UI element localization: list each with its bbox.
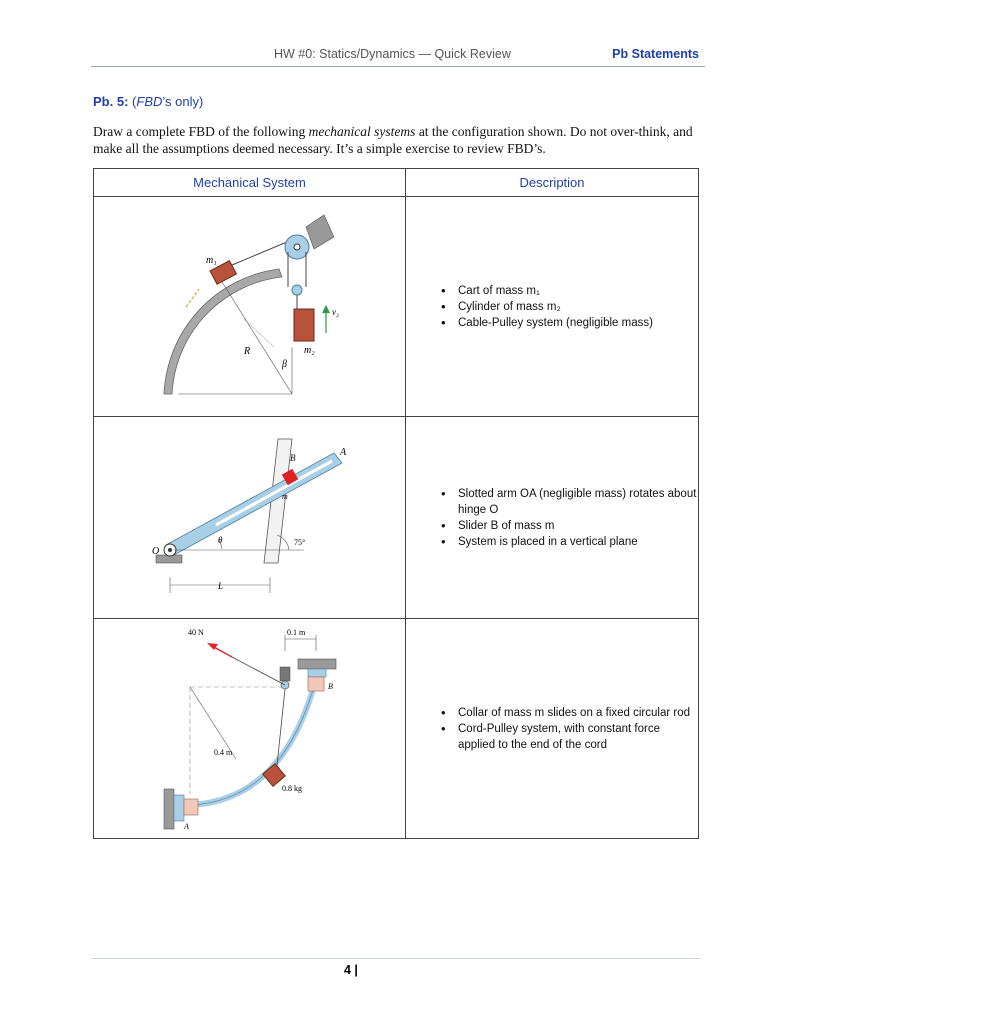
hinge-pin (168, 548, 172, 552)
list-item: • Slider B of mass m (458, 518, 698, 534)
problem-subtitle-prefix: ( (132, 94, 137, 109)
list-item: • Cord-Pulley system, with constant force applied to the end of the cord (458, 721, 698, 753)
label-beta: β (282, 359, 287, 370)
label-0.1m: 0.1 m (287, 628, 306, 637)
problem-number: Pb. 5: (93, 94, 129, 109)
list-item: • Collar of mass m slides on a fixed circular rod (458, 705, 698, 721)
description-cell-1 (406, 197, 699, 417)
cord-upper (232, 657, 285, 685)
pulley-support (306, 215, 334, 249)
label-L: L (218, 581, 224, 591)
intro-text-italic: mechanical systems (308, 124, 416, 139)
cable-upper (232, 239, 294, 265)
label-A: A (184, 822, 189, 831)
mount-A (174, 795, 184, 821)
list-item: • Cylinder of mass m₂ (458, 299, 698, 315)
figure-cell-2 (94, 417, 406, 619)
description-cell-2 (406, 417, 699, 619)
v2-arrow-head (322, 305, 330, 313)
list-item: • Cart of mass m₁ (458, 283, 698, 299)
table-header-row (94, 169, 699, 197)
label-m: m (282, 492, 288, 501)
label-R: R (244, 346, 251, 357)
wall-A (164, 789, 174, 829)
circular-track (164, 269, 282, 394)
page-header (91, 44, 705, 67)
label-m1: m₁ (206, 255, 217, 266)
block-B (308, 677, 324, 691)
table-row (94, 417, 699, 619)
header-section: Pb Statements (612, 47, 699, 61)
pulley-hub (294, 244, 300, 250)
figure-cell-1 (94, 197, 406, 417)
collar-rod-figure (94, 619, 405, 838)
label-75deg: 75° (294, 538, 306, 547)
collar (263, 764, 286, 787)
pulley-mount (280, 667, 290, 681)
problem-statement (93, 123, 705, 157)
problem-subtitle-suffix: ’s only) (162, 94, 204, 109)
label-B: B (290, 453, 296, 463)
list-item: • System is placed in a vertical plane (458, 534, 698, 550)
label-0.4m: 0.4 m (214, 748, 233, 757)
label-v2: v₂ (332, 307, 340, 317)
label-m2: m₂ (304, 345, 315, 356)
top-mount (308, 669, 326, 677)
figure-cell-3 (94, 619, 406, 839)
systems-table (93, 168, 699, 839)
label-40N: 40 N (188, 628, 204, 637)
cart-velocity-arrow (186, 289, 199, 307)
radius-mark (244, 319, 274, 347)
label-A: A (340, 447, 347, 458)
label-theta: θ (218, 535, 223, 545)
header-title: HW #0: Statics/Dynamics — Quick Review (274, 47, 511, 61)
intro-text-2: at the configuration shown. Do not over-think, and make all the assumptions deemed necessary. It’s a simple exercise to review FBD’s. (93, 124, 693, 156)
intro-text-1: Draw a complete FBD of the following (93, 124, 309, 139)
page-footer (91, 958, 701, 977)
label-B: B (328, 682, 333, 691)
top-support (298, 659, 336, 669)
radius-line (219, 277, 292, 394)
problem-subtitle-italic: FBD (136, 94, 163, 109)
label-0.8kg: 0.8 kg (282, 784, 302, 793)
description-cell-3 (406, 619, 699, 839)
small-pulley (292, 285, 302, 295)
description-list-1 (406, 283, 698, 331)
problem-title (93, 94, 203, 109)
page-number: 4 | (344, 963, 358, 977)
cylinder-mass-m2 (294, 309, 314, 341)
col-header-system: Mechanical System (94, 169, 406, 197)
list-item: • Cable-Pulley system (negligible mass) (458, 315, 698, 331)
description-list-2 (406, 486, 698, 550)
cart-pulley-figure (94, 197, 405, 416)
block-A (184, 799, 198, 815)
col-header-description: Description (406, 169, 699, 197)
table-row (94, 197, 699, 417)
table-row (94, 619, 699, 839)
list-item: • Slotted arm OA (negligible mass) rotates about hinge O (458, 486, 698, 518)
label-O: O (152, 546, 160, 557)
slotted-arm-figure (94, 417, 405, 618)
description-list-3 (406, 705, 698, 753)
